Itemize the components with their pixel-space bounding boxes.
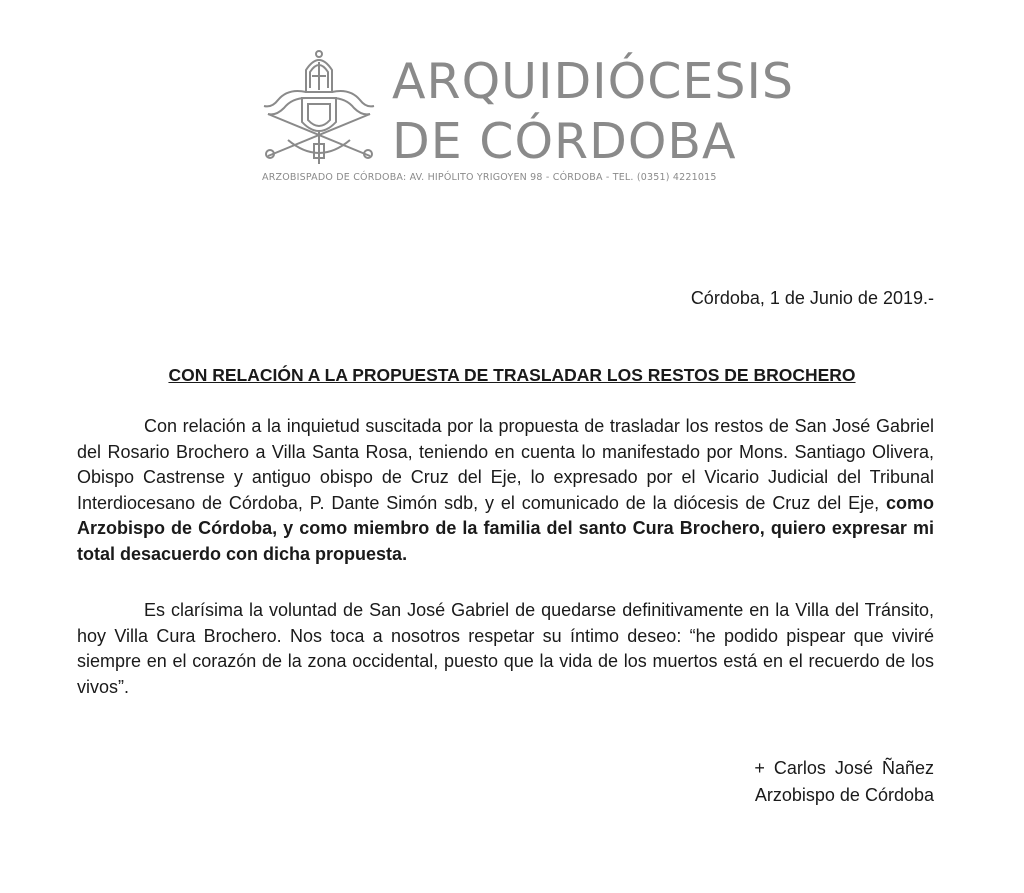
paragraph-1 — [77, 414, 934, 567]
org-name-line1: ARQUIDIÓCESIS — [392, 53, 795, 110]
org-name-line2: DE CÓRDOBA — [392, 113, 737, 170]
letterhead — [258, 48, 795, 193]
letter-title: CON RELACIÓN A LA PROPUESTA DE TRASLADAR LOS RESTOS DE BROCHERO — [168, 365, 856, 385]
archdiocese-crest-icon — [258, 48, 380, 166]
paragraph-2-text: Es clarísima la voluntad de San José Gabriel de quedarse definitivamente en la Villa del Tránsito, hoy Villa Cura Brochero. Nos toca a nosotros respetar su íntimo deseo: “he podido pispear que viviré siempre en el corazón de la zona occidental, puesto que la vida de los muertos está en el recuerdo de los vivos”. — [77, 600, 934, 697]
paragraph-1-bold: como Arzobispo de Córdoba, y como miembro de la familia del santo Cura Brochero, quiero expresar mi total desacuerdo con dicha propuesta. — [77, 492, 934, 564]
signature-name: + Carlos José Ñañez — [754, 758, 934, 778]
paragraph-2 — [77, 598, 934, 700]
letter-date: Córdoba, 1 de Junio de 2019.- — [690, 288, 934, 308]
signature-block — [754, 755, 934, 809]
paragraph-1-text: Con relación a la inquietud suscitada por la propuesta de trasladar los restos de San José Gabriel del Rosario Brochero a Villa Santa Rosa, teniendo en cuenta lo manifestado por Mons. Santiago Olivera, Obispo Castrense y antiguo obispo de Cruz del Eje, lo expresado por el Vicario Judicial del Tribunal Interdiocesano de Córdoba, P. Dante Simón sdb, y el comunicado de la diócesis de Cruz del Eje, — [77, 416, 934, 513]
signature-role: Arzobispo de Córdoba — [754, 785, 934, 805]
org-address: ARZOBISPADO DE CÓRDOBA: AV. HIPÓLITO YRIGOYEN 98 - CÓRDOBA - TEL. (0351) 4221015 — [262, 172, 717, 183]
